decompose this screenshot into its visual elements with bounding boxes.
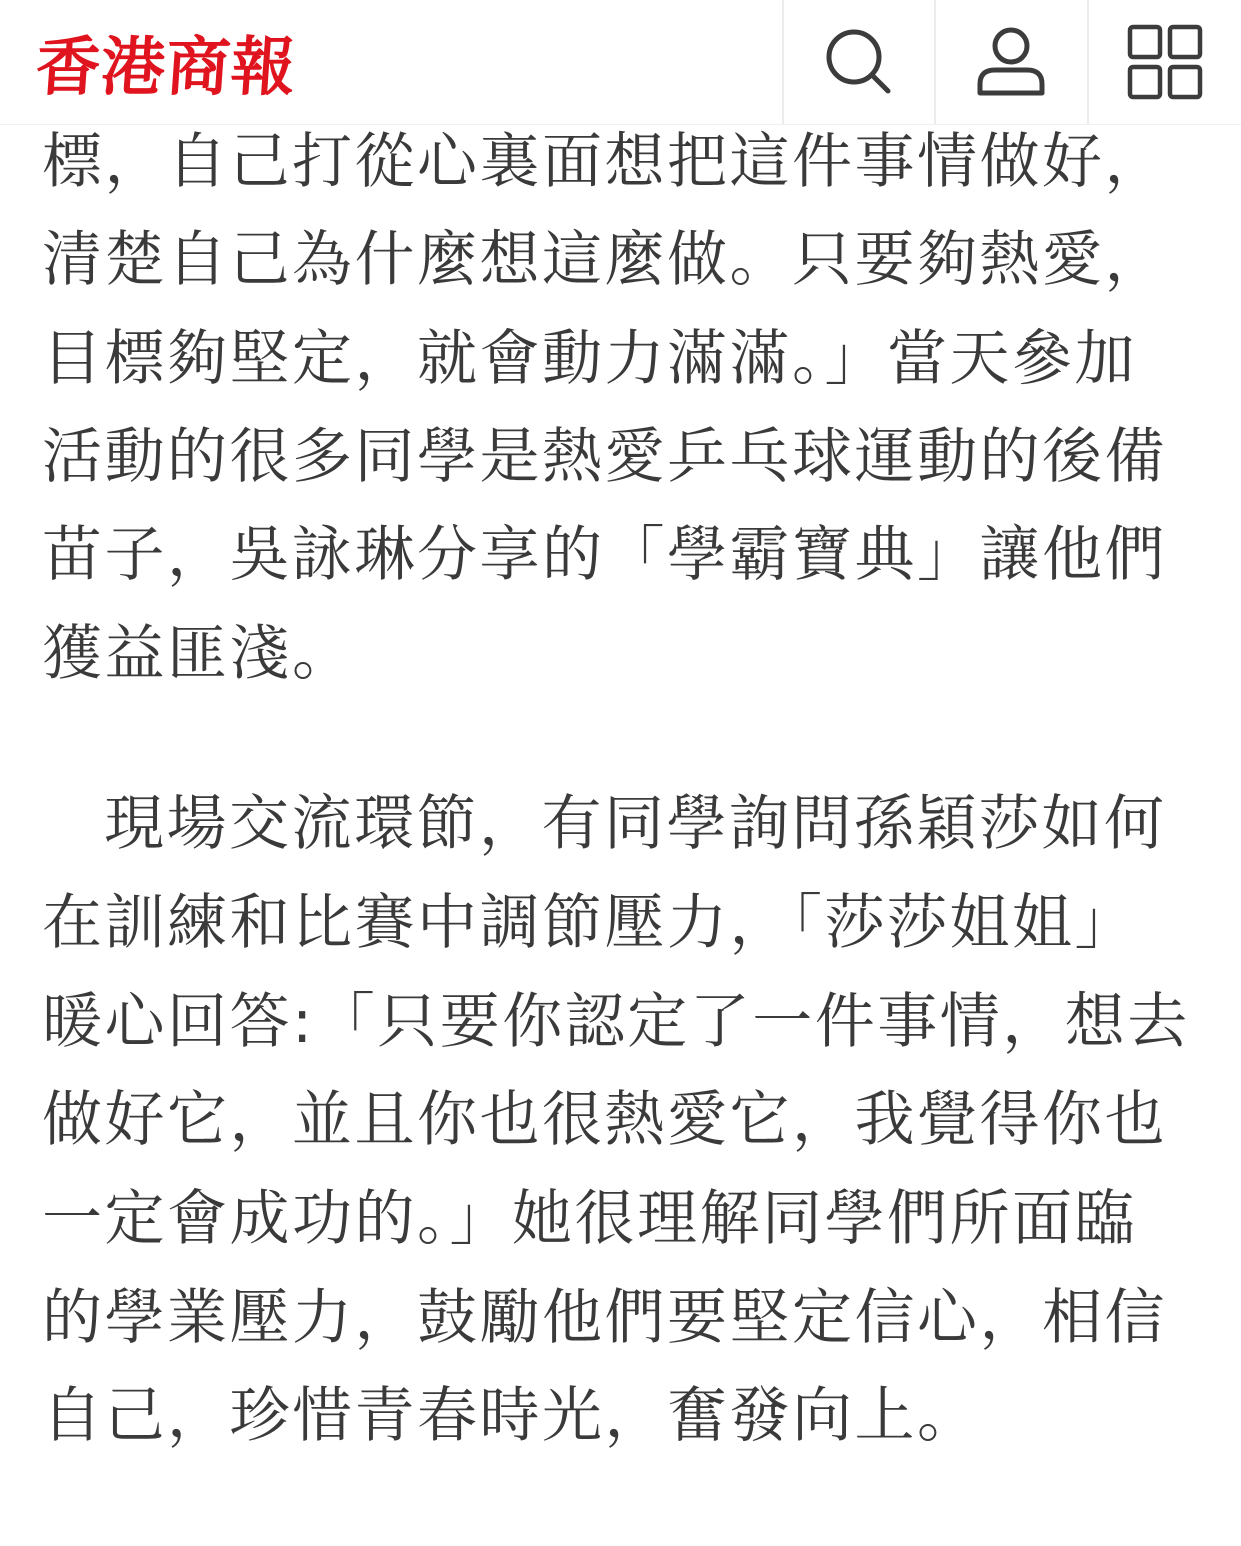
- paragraph-line: 現場交流環節，有同學詢問孫穎莎如何: [104, 789, 1167, 859]
- search-button[interactable]: [782, 0, 934, 124]
- paragraph-line: 暖心回答:「只要你認定了一件事情，想去: [42, 987, 1190, 1057]
- paragraph-line: 做好它，並且你也很熱愛它，我覺得你也: [42, 1085, 1167, 1155]
- paragraph-line: 的學業壓力，鼓勵他們要堅定信心，相信: [42, 1283, 1167, 1353]
- top-navigation-bar: [0, 0, 1241, 125]
- menu-button[interactable]: [1087, 0, 1241, 124]
- paragraph-line: 一定會成功的。」她很理解同學們所面臨: [42, 1184, 1137, 1254]
- paragraph-line: 標，自己打從心裏面想把這件事情做好，: [42, 127, 1167, 197]
- search-icon: [824, 27, 894, 97]
- paragraph-line: 清楚自己為什麼想這麼做。只要夠熱愛，: [42, 225, 1167, 295]
- paragraph-line: 獲益匪淺。: [42, 619, 355, 689]
- paragraph-line: 目標夠堅定，就會動力滿滿。」當天參加: [42, 324, 1137, 394]
- grid-menu-icon: [1127, 24, 1203, 100]
- site-logo[interactable]: 香港商報: [33, 30, 299, 105]
- paragraph-line: 苗子，吳詠琳分享的「學霸寶典」讓他們: [42, 520, 1167, 590]
- user-icon: [975, 26, 1047, 98]
- paragraph-line: 自己，珍惜青春時光，奮發向上。: [42, 1381, 980, 1451]
- paragraph-line: 在訓練和比賽中調節壓力，「莎莎姐姐」: [42, 888, 1137, 958]
- account-button[interactable]: [934, 0, 1086, 124]
- paragraph-line: 活動的很多同學是熱愛乒乓球運動的後備: [42, 422, 1167, 492]
